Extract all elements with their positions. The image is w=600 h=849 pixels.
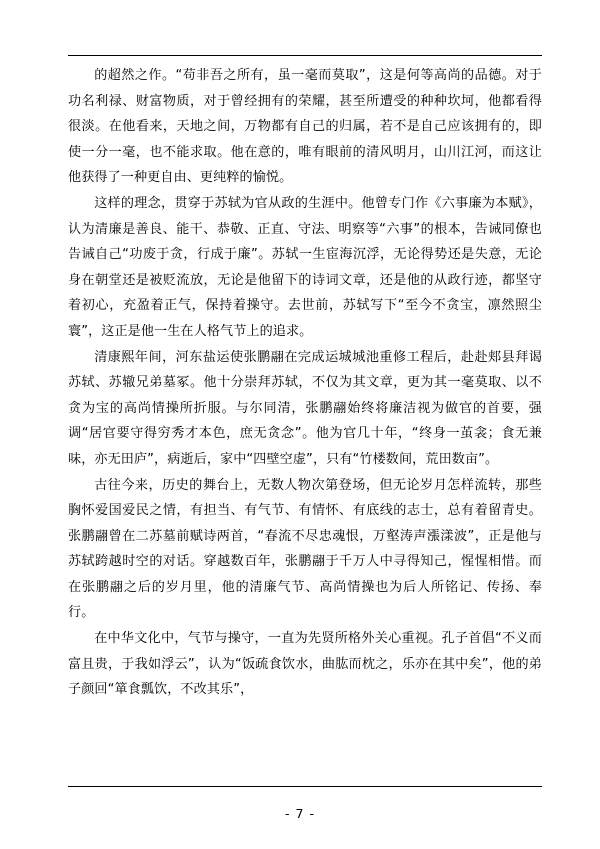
footer-rule	[68, 786, 542, 787]
paragraph: 清康熙年间，河东盐运使张鹏翮在完成运城城池重修工程后，赴赴郏县拜谒苏轼、苏辙兄弟墓冢。他十分崇拜苏轼，不仅为其文章，更为其一毫莫取、以不贪为宝的高尚情操所折服。与尔同清，张鹏翮始终将廉洁视为做官的首要，强调“居官要守得穷秀才本色，庶无贪念”。他为官几十年，“终身一茧衾；食无兼味，亦无田庐”，病逝后，家中“四壁空虚”，只有“竹楼数间，荒田数亩”。	[68, 349, 542, 467]
header-rule	[68, 55, 542, 56]
paragraph: 在中华文化中，气节与操守，一直为先贤所格外关心重视。孔子首倡“不义而富且贵，于我如浮云”，认为“饭疏食饮水，曲肱而枕之，乐亦在其中矣”，他的弟子颜回“箪食瓢饮，不改其乐”，	[68, 631, 542, 698]
paragraph: 的超然之作。“苟非吾之所有，虽一毫而莫取”，这是何等高尚的品德。对于功名利禄、财富物质，对于曾经拥有的荣耀，甚至所遭受的种种坎坷，他都看得很淡。在他看来，天地之间，万物都有自己的归属，若不是自己应该拥有的，即使一分一毫，也不能求取。他在意的，唯有眼前的清风明月，山川江河，而这让他获得了一种更自由、更纯粹的愉悦。	[68, 68, 542, 186]
page-number: - 7 -	[285, 806, 315, 821]
paragraph: 这样的理念，贯穿于苏轼为官从政的生涯中。他曾专门作《六事廉为本赋》，认为清廉是善良、能干、恭敬、正直、守法、明察等“六事”的根本，告诫同僚也告诫自己“功废于贪，行成于廉”。苏轼一生宦海沉浮，无论得势还是失意，无论身在朝堂还是被贬流放，无论是他留下的诗词文章，还是他的从政行迹，都坚守着初心，充盈着正气，保持着操守。去世前，苏轼写下“至今不贪宝，凛然照尘寰”，这正是他一生在人格气节上的追求。	[68, 195, 542, 339]
paragraph: 古往今来，历史的舞台上，无数人物次第登场，但无论岁月怎样流转，那些胸怀爱国爱民之情，有担当、有气节、有情怀、有底线的志士，总有着留青史。张鹏翮曾在二苏墓前赋诗两首，“春流不尽忠魂恨，万壑涛声漲漾波”，正是他与苏轼跨越时空的对话。穿越数百年，张鹏翮于千万人中寻得知己，惺惺相惜。而在张鹏翮之后的岁月里，他的清廉气节、高尚情操也为后人所铭记、传扬、奉行。	[68, 477, 542, 621]
page-body	[68, 63, 542, 703]
